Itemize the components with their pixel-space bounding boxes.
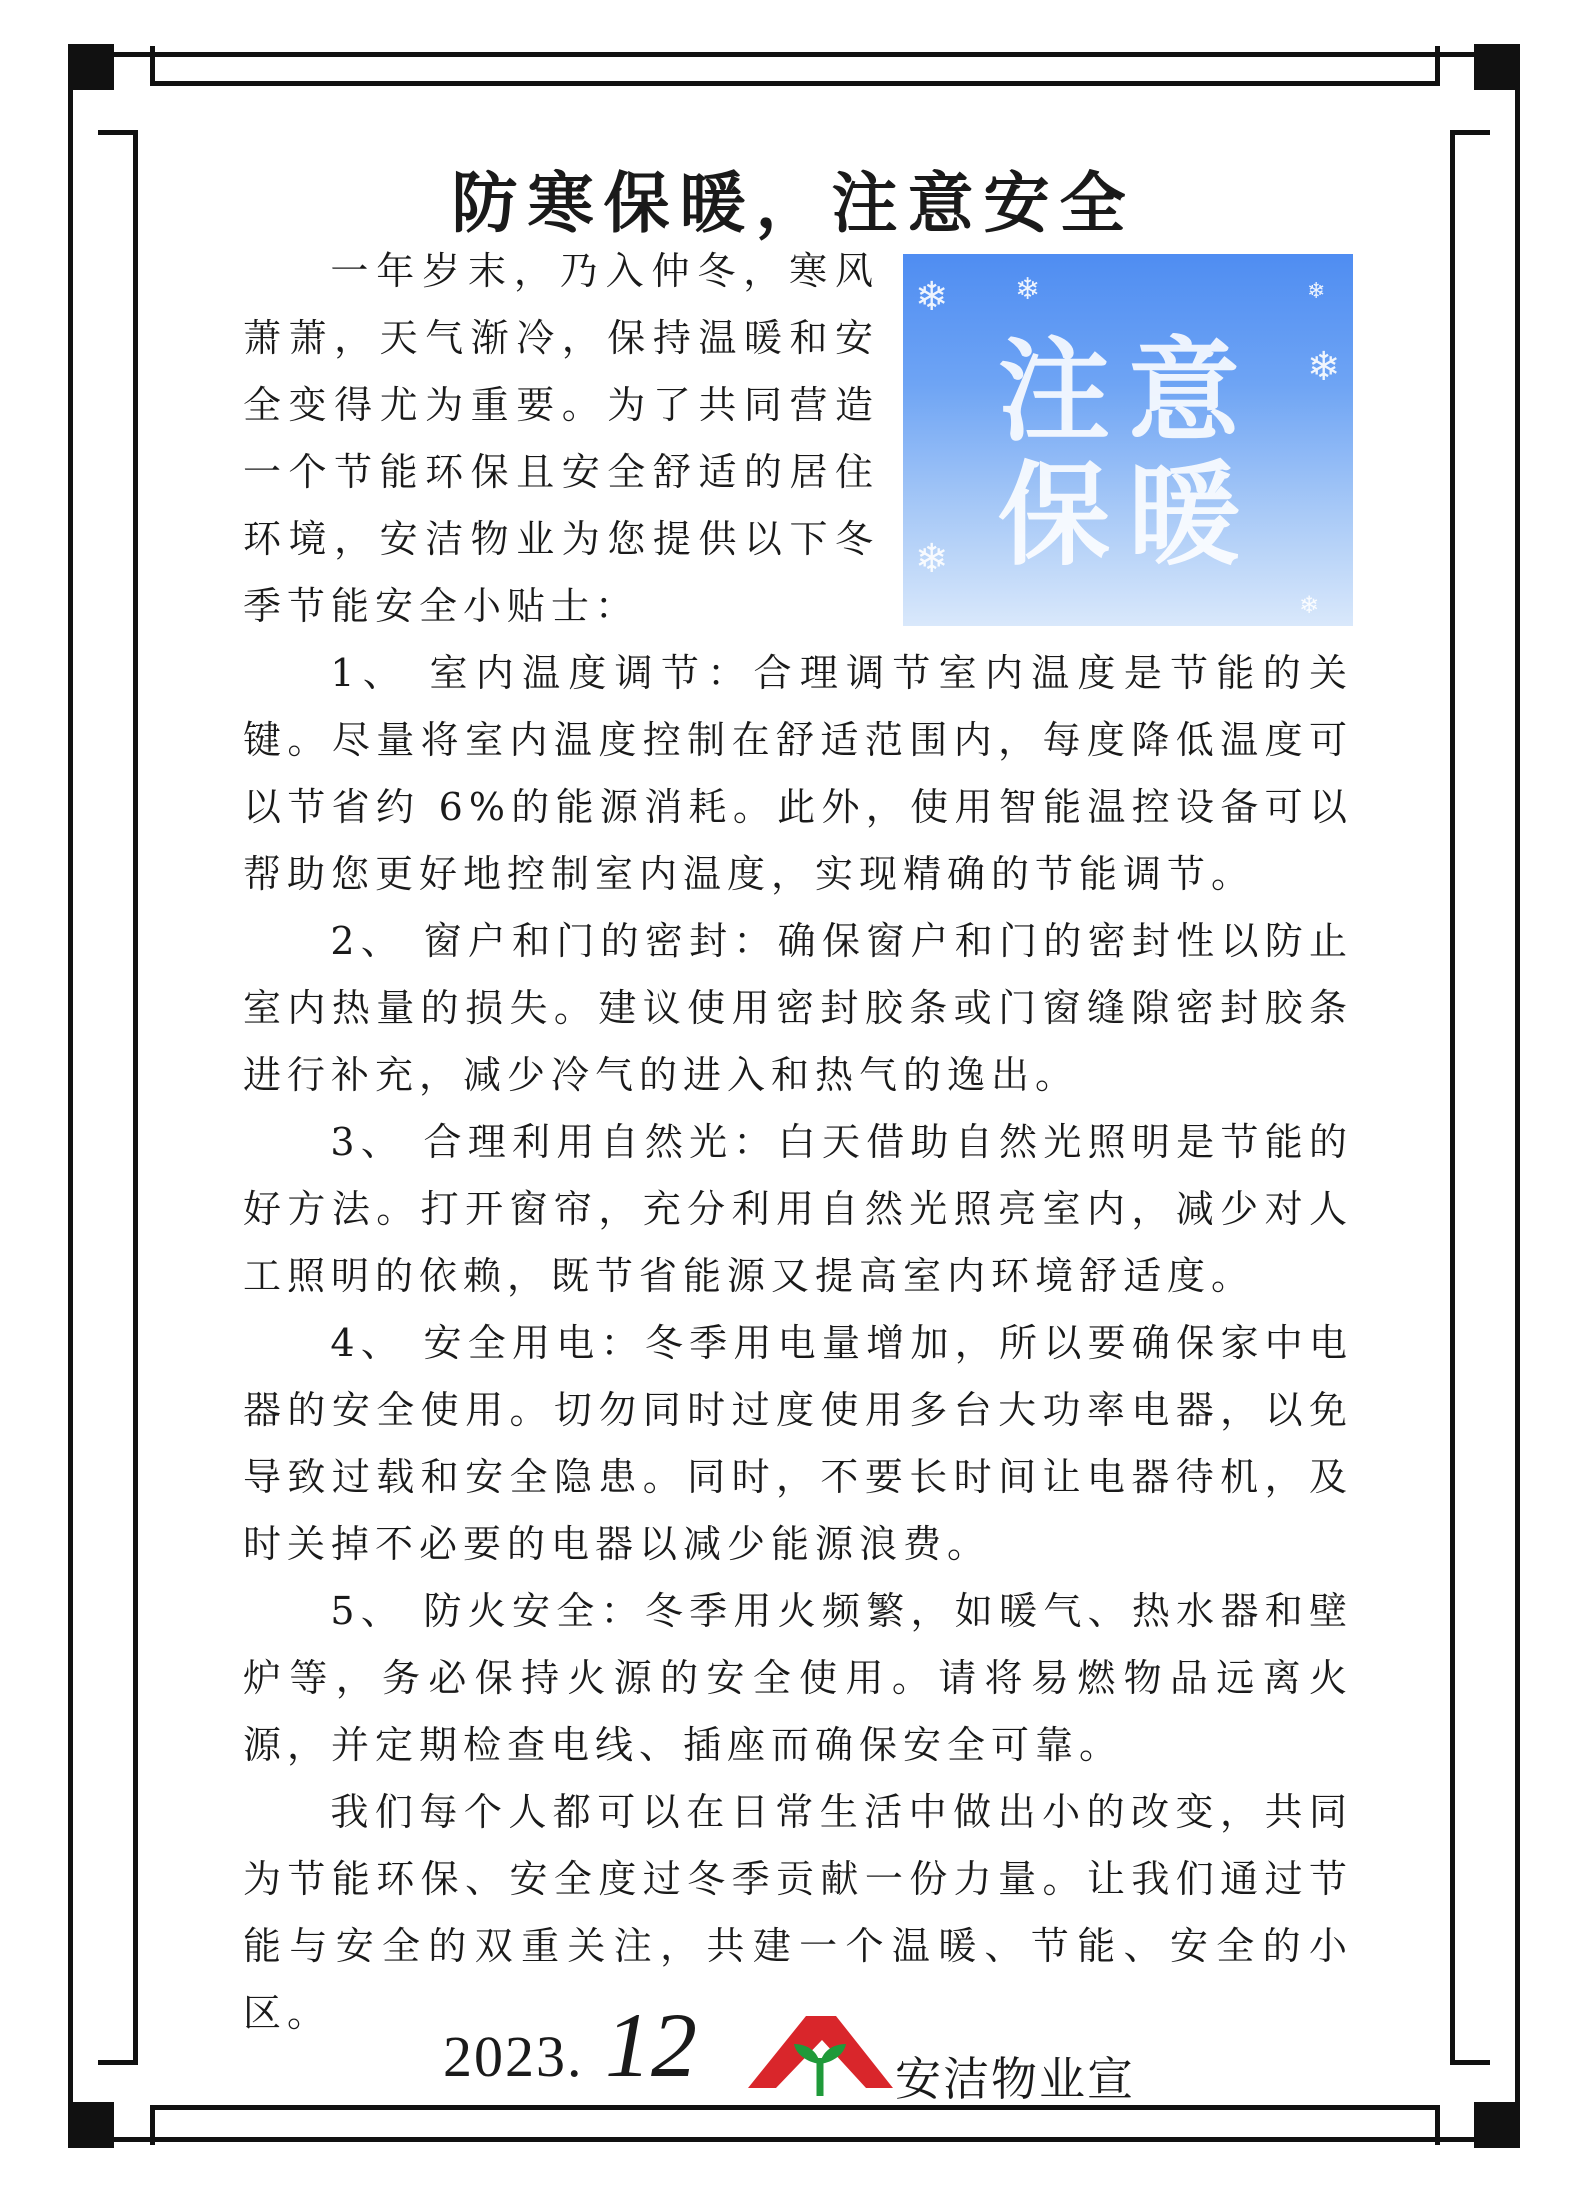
border-bottom-rail <box>150 2105 1440 2145</box>
corner-block-top-left <box>68 44 114 90</box>
footer-month: 12 <box>605 1994 697 2096</box>
snowflake-icon: ❄ <box>1307 279 1332 304</box>
company-logo-icon <box>748 2010 893 2100</box>
intro-paragraph: 一年岁末，乃入仲冬，寒风萧萧，天气渐冷，保持温暖和安全变得尤为重要。为了共同营造一个节能环保且安全舒适的居住环境，安洁物业为您提供以下冬季节能安全小贴士： <box>243 249 879 628</box>
tip-item: 4、 安全用电：冬季用电量增加，所以要确保家中电器的安全使用。切勿同时过度使用多台大功率电器，以免导致过载和安全隐患。同时，不要长时间让电器待机，及时关掉不必要的电器以减少能源浪费。 <box>243 1321 1353 1566</box>
snowflake-icon: ❄ <box>915 536 955 582</box>
corner-block-top-right <box>1474 44 1520 90</box>
tip-item: 2、 窗户和门的密封：确保窗户和门的密封性以防止室内热量的损失。建议使用密封胶条或门窗缝隙密封胶条进行补充，减少冷气的进入和热气的逸出。 <box>243 919 1353 1097</box>
corner-block-bottom-right <box>1474 2102 1520 2148</box>
hero-image-stay-warm <box>903 254 1353 626</box>
hero-text-line-2: 保暖 <box>998 451 1258 581</box>
hero-text-line-1: 注意 <box>998 327 1258 457</box>
border-right-rail <box>1450 130 1490 2065</box>
border-left-rail <box>98 130 138 2065</box>
tip-item: 3、 合理利用自然光：白天借助自然光照明是节能的好方法。打开窗帘，充分利用自然光照亮室内，减少对人工照明的依赖，既节省能源又提高室内环境舒适度。 <box>243 1120 1353 1298</box>
tip-item: 1、 室内温度调节：合理调节室内温度是节能的关键。尽量将室内温度控制在舒适范围内，每度降低温度可以节省约 6%的能源消耗。此外，使用智能温控设备可以帮助您更好地控制室内温度，实现精确的节能调节。 <box>243 651 1353 896</box>
footer-organization: 安洁物业宣 <box>895 2052 1135 2106</box>
corner-block-bottom-left <box>68 2102 114 2148</box>
snowflake-icon: ❄ <box>1015 272 1047 307</box>
snowflake-icon: ❄ <box>915 274 955 320</box>
footer-year: 2023. <box>443 2024 584 2089</box>
snowflake-icon: ❄ <box>1307 344 1347 390</box>
article-body <box>243 238 1353 2047</box>
tip-item: 5、 防火安全：冬季用火频繁，如暖气、热水器和壁炉等，务必保持火源的安全使用。请将易燃物品远离火源，并定期检查电线、插座而确保安全可靠。 <box>243 1589 1353 1767</box>
snowflake-icon: ❄ <box>1299 591 1326 619</box>
border-top-rail <box>150 46 1440 86</box>
page-title: 防寒保暖，注意安全 <box>451 164 1136 242</box>
closing-paragraph: 我们每个人都可以在日常生活中做出小的改变，共同为节能环保、安全度过冬季贡献一份力量。让我们通过节能与安全的双重关注，共建一个温暖、节能、安全的小区。 <box>243 1790 1353 2035</box>
